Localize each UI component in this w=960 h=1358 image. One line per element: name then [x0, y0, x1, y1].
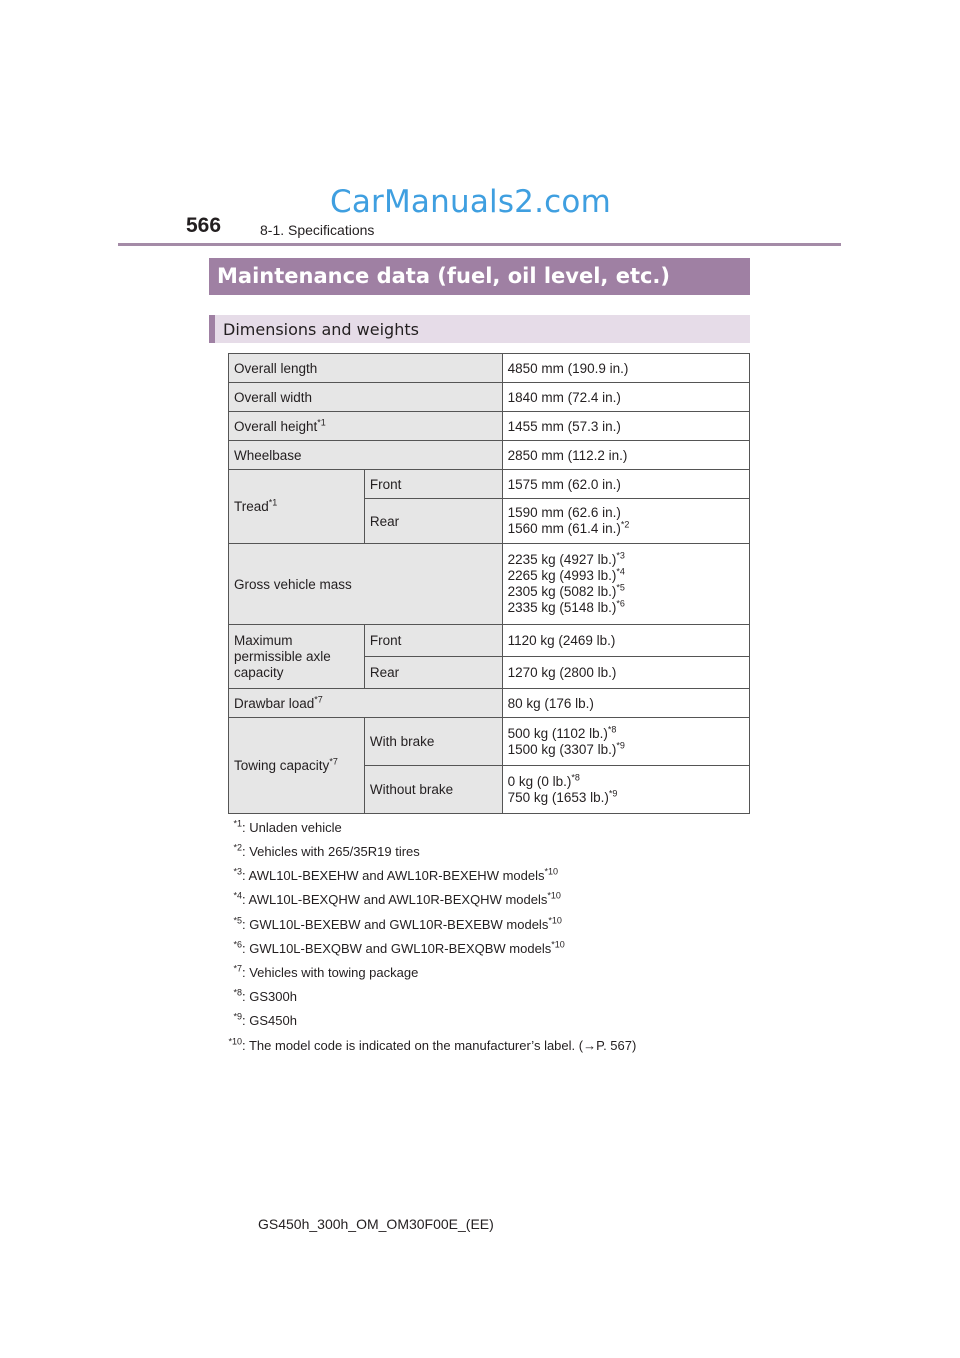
footnote-mark: *3: [616, 550, 625, 561]
document-code: GS450h_300h_OM_OM30F00E_(EE): [258, 1216, 494, 1232]
footnote-mark: *8: [233, 987, 242, 998]
footnote-mark: *1: [317, 417, 326, 427]
footnote-mark: *5: [233, 915, 242, 926]
overall-length-value: 4850 mm (190.9 in.): [502, 354, 749, 383]
footnote-text: : Vehicles with 265/35R19 tires: [242, 844, 420, 859]
footnote-mark: *6: [233, 939, 242, 950]
overall-width-value: 1840 mm (72.4 in.): [502, 383, 749, 412]
without-brake-line: [508, 790, 744, 806]
footnote-ref: *10: [548, 915, 562, 926]
footnote-mark: *8: [571, 772, 580, 782]
axle-front-value: 1120 kg (2469 lb.): [502, 625, 749, 657]
footnote-mark: *5: [616, 582, 625, 593]
dimensions-table: [228, 353, 750, 814]
axle-capacity-label-line: capacity: [234, 664, 284, 680]
overall-height-cell: [229, 412, 503, 441]
footnote-mark: *3: [233, 866, 242, 877]
gross-mass-line: [508, 584, 744, 600]
header-divider: [118, 243, 841, 246]
table-row: [229, 354, 750, 383]
tread-cell: [229, 470, 365, 544]
wheelbase-label: Wheelbase: [229, 441, 503, 470]
without-brake-label: Without brake: [364, 766, 502, 814]
overall-height-label: Overall height: [234, 418, 318, 434]
footnote-ref: *10: [547, 890, 561, 901]
footnote-ref: *10: [551, 939, 565, 950]
with-brake-value-2: 1500 kg (3307 lb.): [507, 741, 617, 757]
overall-height-value: 1455 mm (57.3 in.): [502, 412, 749, 441]
with-brake-value-1: 500 kg (1102 lb.): [507, 725, 608, 741]
footnote-text: : AWL10L-BEXQHW and AWL10R-BEXQHW models: [242, 892, 548, 907]
footnote-text: : GWL10L-BEXQBW and GWL10R-BEXQBW models: [242, 941, 552, 956]
table-row: [229, 383, 750, 412]
tread-rear-value-1: 1590 mm (62.6 in.): [507, 505, 621, 520]
table-row: [229, 412, 750, 441]
without-brake-value-1: 0 kg (0 lb.): [507, 773, 572, 789]
footnote-text: : Vehicles with towing package: [242, 965, 419, 980]
tread-rear-value-2: 1560 mm (61.4 in.): [507, 521, 621, 536]
footnote-mark: *2: [620, 519, 630, 530]
watermark-text: CarManuals2.com: [330, 184, 611, 220]
footnote-mark: *1: [268, 497, 278, 508]
sub-heading: [209, 315, 750, 343]
tread-label: Tread: [234, 499, 269, 514]
footnote-mark: *2: [233, 842, 242, 853]
tread-rear-value-2-line: [508, 521, 744, 537]
footnote-mark: *1: [233, 818, 242, 829]
footnote-text: : AWL10L-BEXEHW and AWL10R-BEXEHW models: [242, 868, 545, 883]
footnote-text: : The model code is indicated on the manufacturer’s label. (→P. 567): [242, 1038, 637, 1053]
gross-mass-value: 2335 kg (5148 lb.): [507, 600, 617, 615]
table-row: [229, 544, 750, 625]
table-row: [229, 625, 750, 657]
main-heading-text: Maintenance data (fuel, oil level, etc.): [217, 264, 671, 288]
gross-mass-value: 2235 kg (4927 lb.): [507, 552, 617, 567]
axle-capacity-label-line: permissible axle: [234, 648, 331, 664]
overall-length-label: Overall length: [229, 354, 503, 383]
footnote-mark: *8: [607, 724, 617, 734]
with-brake-line: [508, 726, 744, 742]
footnote-mark: *10: [228, 1036, 242, 1047]
without-brake-value: [502, 766, 749, 814]
gross-mass-value: 2305 kg (5082 lb.): [507, 584, 617, 599]
gross-vehicle-mass-values: [502, 544, 749, 625]
gross-vehicle-mass-label: Gross vehicle mass: [229, 544, 503, 625]
drawbar-load-value: 80 kg (176 lb.): [502, 689, 749, 718]
sub-heading-text: Dimensions and weights: [223, 320, 419, 339]
towing-capacity-cell: [229, 718, 365, 814]
sub-heading-accent: [209, 315, 215, 343]
footnote-mark: *7: [329, 756, 338, 767]
wheelbase-value: 2850 mm (112.2 in.): [502, 441, 749, 470]
footnote-text-line: [242, 941, 565, 956]
axle-rear-label: Rear: [364, 657, 502, 689]
with-brake-value: [502, 718, 749, 766]
footnote-mark: *4: [233, 890, 242, 901]
axle-front-label: Front: [364, 625, 502, 657]
axle-capacity-label-line: Maximum: [234, 632, 293, 648]
towing-capacity-label: Towing capacity: [234, 758, 330, 773]
footnote-mark: *6: [616, 598, 625, 609]
table-row: [229, 470, 750, 499]
section-title: 8-1. Specifications: [260, 222, 375, 238]
table-row: [229, 441, 750, 470]
footnote-mark: *7: [314, 694, 323, 704]
table-row: [229, 718, 750, 766]
tread-rear-value: [502, 499, 749, 544]
with-brake-line: [508, 742, 744, 758]
footnote-mark: *9: [616, 740, 625, 750]
tread-front-label: Front: [364, 470, 502, 499]
footnote-mark: *9: [608, 788, 618, 798]
drawbar-load-cell: [229, 689, 503, 718]
footnote-text: : GS300h: [242, 989, 297, 1004]
with-brake-label: With brake: [364, 718, 502, 766]
tread-rear-label: Rear: [364, 499, 502, 544]
table-row: [229, 689, 750, 718]
footnote-text-line: [242, 917, 562, 932]
footnote-text: : Unladen vehicle: [242, 820, 342, 835]
footnote-mark: *4: [616, 566, 625, 577]
footnote-text: : GS450h: [242, 1013, 297, 1028]
gross-mass-line: [508, 568, 744, 584]
gross-mass-line: [508, 552, 744, 568]
axle-capacity-label: [229, 625, 365, 689]
axle-rear-value: 1270 kg (2800 lb.): [502, 657, 749, 689]
main-heading: [209, 258, 750, 295]
footnote-text-line: [242, 892, 561, 907]
without-brake-line: [508, 774, 744, 790]
drawbar-load-label: Drawbar load: [234, 695, 315, 711]
tread-front-value: 1575 mm (62.0 in.): [502, 470, 749, 499]
footnote-text: : GWL10L-BEXEBW and GWL10R-BEXEBW models: [242, 917, 549, 932]
gross-mass-value: 2265 kg (4993 lb.): [507, 568, 617, 583]
gross-mass-line: [508, 600, 744, 616]
page-number: 566: [186, 214, 222, 237]
footnote-ref: *10: [544, 866, 558, 877]
footnote-mark: *7: [233, 963, 242, 974]
without-brake-value-2: 750 kg (1653 lb.): [507, 789, 609, 805]
footnote-text-line: [242, 868, 558, 883]
footnote-mark: *9: [233, 1011, 242, 1022]
overall-width-label: Overall width: [229, 383, 503, 412]
